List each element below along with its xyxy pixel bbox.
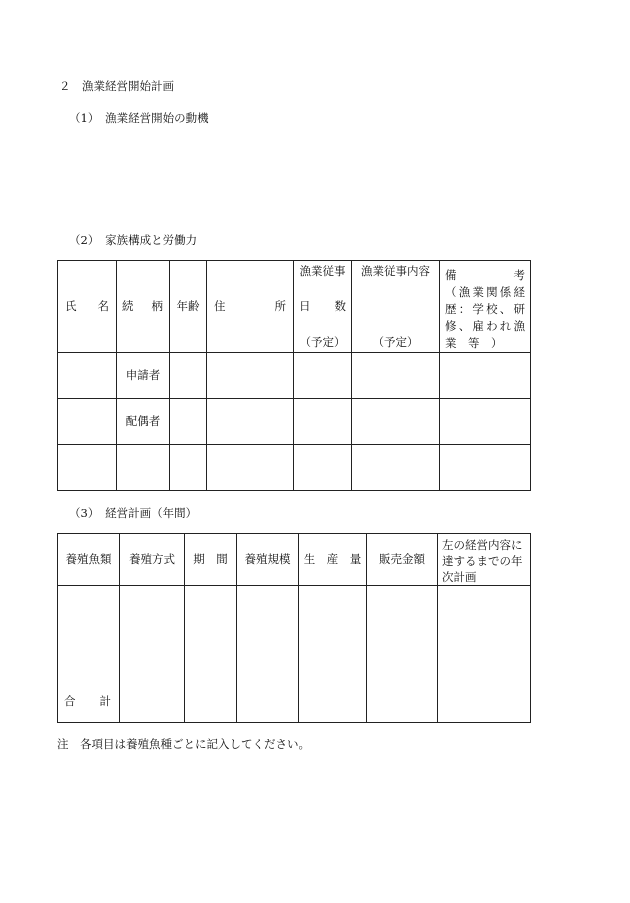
cell-work-days[interactable] bbox=[294, 353, 352, 399]
cell-method[interactable] bbox=[120, 586, 185, 723]
cell-name[interactable] bbox=[58, 399, 117, 445]
header-production: 生 産 量 bbox=[299, 534, 367, 586]
header-species: 養殖魚類 bbox=[58, 534, 120, 586]
cell-remarks[interactable] bbox=[440, 445, 531, 491]
cell-work-days[interactable] bbox=[294, 445, 352, 491]
family-row-blank bbox=[58, 445, 531, 491]
cell-work-content[interactable] bbox=[352, 353, 440, 399]
cell-address[interactable] bbox=[207, 445, 294, 491]
cell-sales[interactable] bbox=[367, 586, 438, 723]
cell-age[interactable] bbox=[170, 399, 207, 445]
section-2-title: ２ 漁業経営開始計画 bbox=[59, 79, 174, 93]
subsection-2-title: （2） 家族構成と労働力 bbox=[69, 233, 198, 247]
header-sales: 販売金額 bbox=[367, 534, 438, 586]
cell-age[interactable] bbox=[170, 353, 207, 399]
plan-header-row bbox=[58, 534, 531, 586]
cell-address[interactable] bbox=[207, 399, 294, 445]
subsection-1-title: （1） 漁業経営開始の動機 bbox=[69, 111, 209, 125]
header-scale: 養殖規模 bbox=[237, 534, 299, 586]
cell-production[interactable] bbox=[299, 586, 367, 723]
cell-annual-plan[interactable] bbox=[438, 586, 531, 723]
header-address: 住 所 bbox=[207, 261, 294, 353]
header-remarks: 備 考 （漁業関係経歴：学校、研修、雇われ漁業 等 ） bbox=[440, 261, 531, 353]
header-period: 期 間 bbox=[185, 534, 237, 586]
header-work-days: 漁業従事 日 数 （予定） bbox=[294, 261, 352, 353]
family-row-applicant bbox=[58, 353, 531, 399]
cell-work-content[interactable] bbox=[352, 445, 440, 491]
cell-remarks[interactable] bbox=[440, 399, 531, 445]
cell-address[interactable] bbox=[207, 353, 294, 399]
cell-species-total: 合 計 bbox=[58, 586, 120, 723]
cell-age[interactable] bbox=[170, 445, 207, 491]
cell-name[interactable] bbox=[58, 445, 117, 491]
plan-body-row bbox=[58, 586, 531, 723]
family-table bbox=[57, 260, 531, 491]
header-relation: 続 柄 bbox=[117, 261, 170, 353]
cell-work-days[interactable] bbox=[294, 399, 352, 445]
cell-period[interactable] bbox=[185, 586, 237, 723]
plan-table bbox=[57, 533, 531, 723]
footnote: 注 各項目は養殖魚種ごとに記入してください。 bbox=[57, 737, 310, 751]
header-work-content: 漁業従事内容 （予定） bbox=[352, 261, 440, 353]
cell-work-content[interactable] bbox=[352, 399, 440, 445]
header-annual-plan: 左の経営内容に達するまでの年次計画 bbox=[438, 534, 531, 586]
family-row-spouse bbox=[58, 399, 531, 445]
cell-scale[interactable] bbox=[237, 586, 299, 723]
header-age: 年齢 bbox=[170, 261, 207, 353]
family-header-row bbox=[58, 261, 531, 353]
cell-remarks[interactable] bbox=[440, 353, 531, 399]
cell-relation[interactable] bbox=[117, 445, 170, 491]
cell-name[interactable] bbox=[58, 353, 117, 399]
subsection-3-title: （3） 経営計画（年間） bbox=[69, 506, 198, 520]
cell-relation: 配偶者 bbox=[117, 399, 170, 445]
header-method: 養殖方式 bbox=[120, 534, 185, 586]
header-name: 氏 名 bbox=[58, 261, 117, 353]
cell-relation: 申請者 bbox=[117, 353, 170, 399]
